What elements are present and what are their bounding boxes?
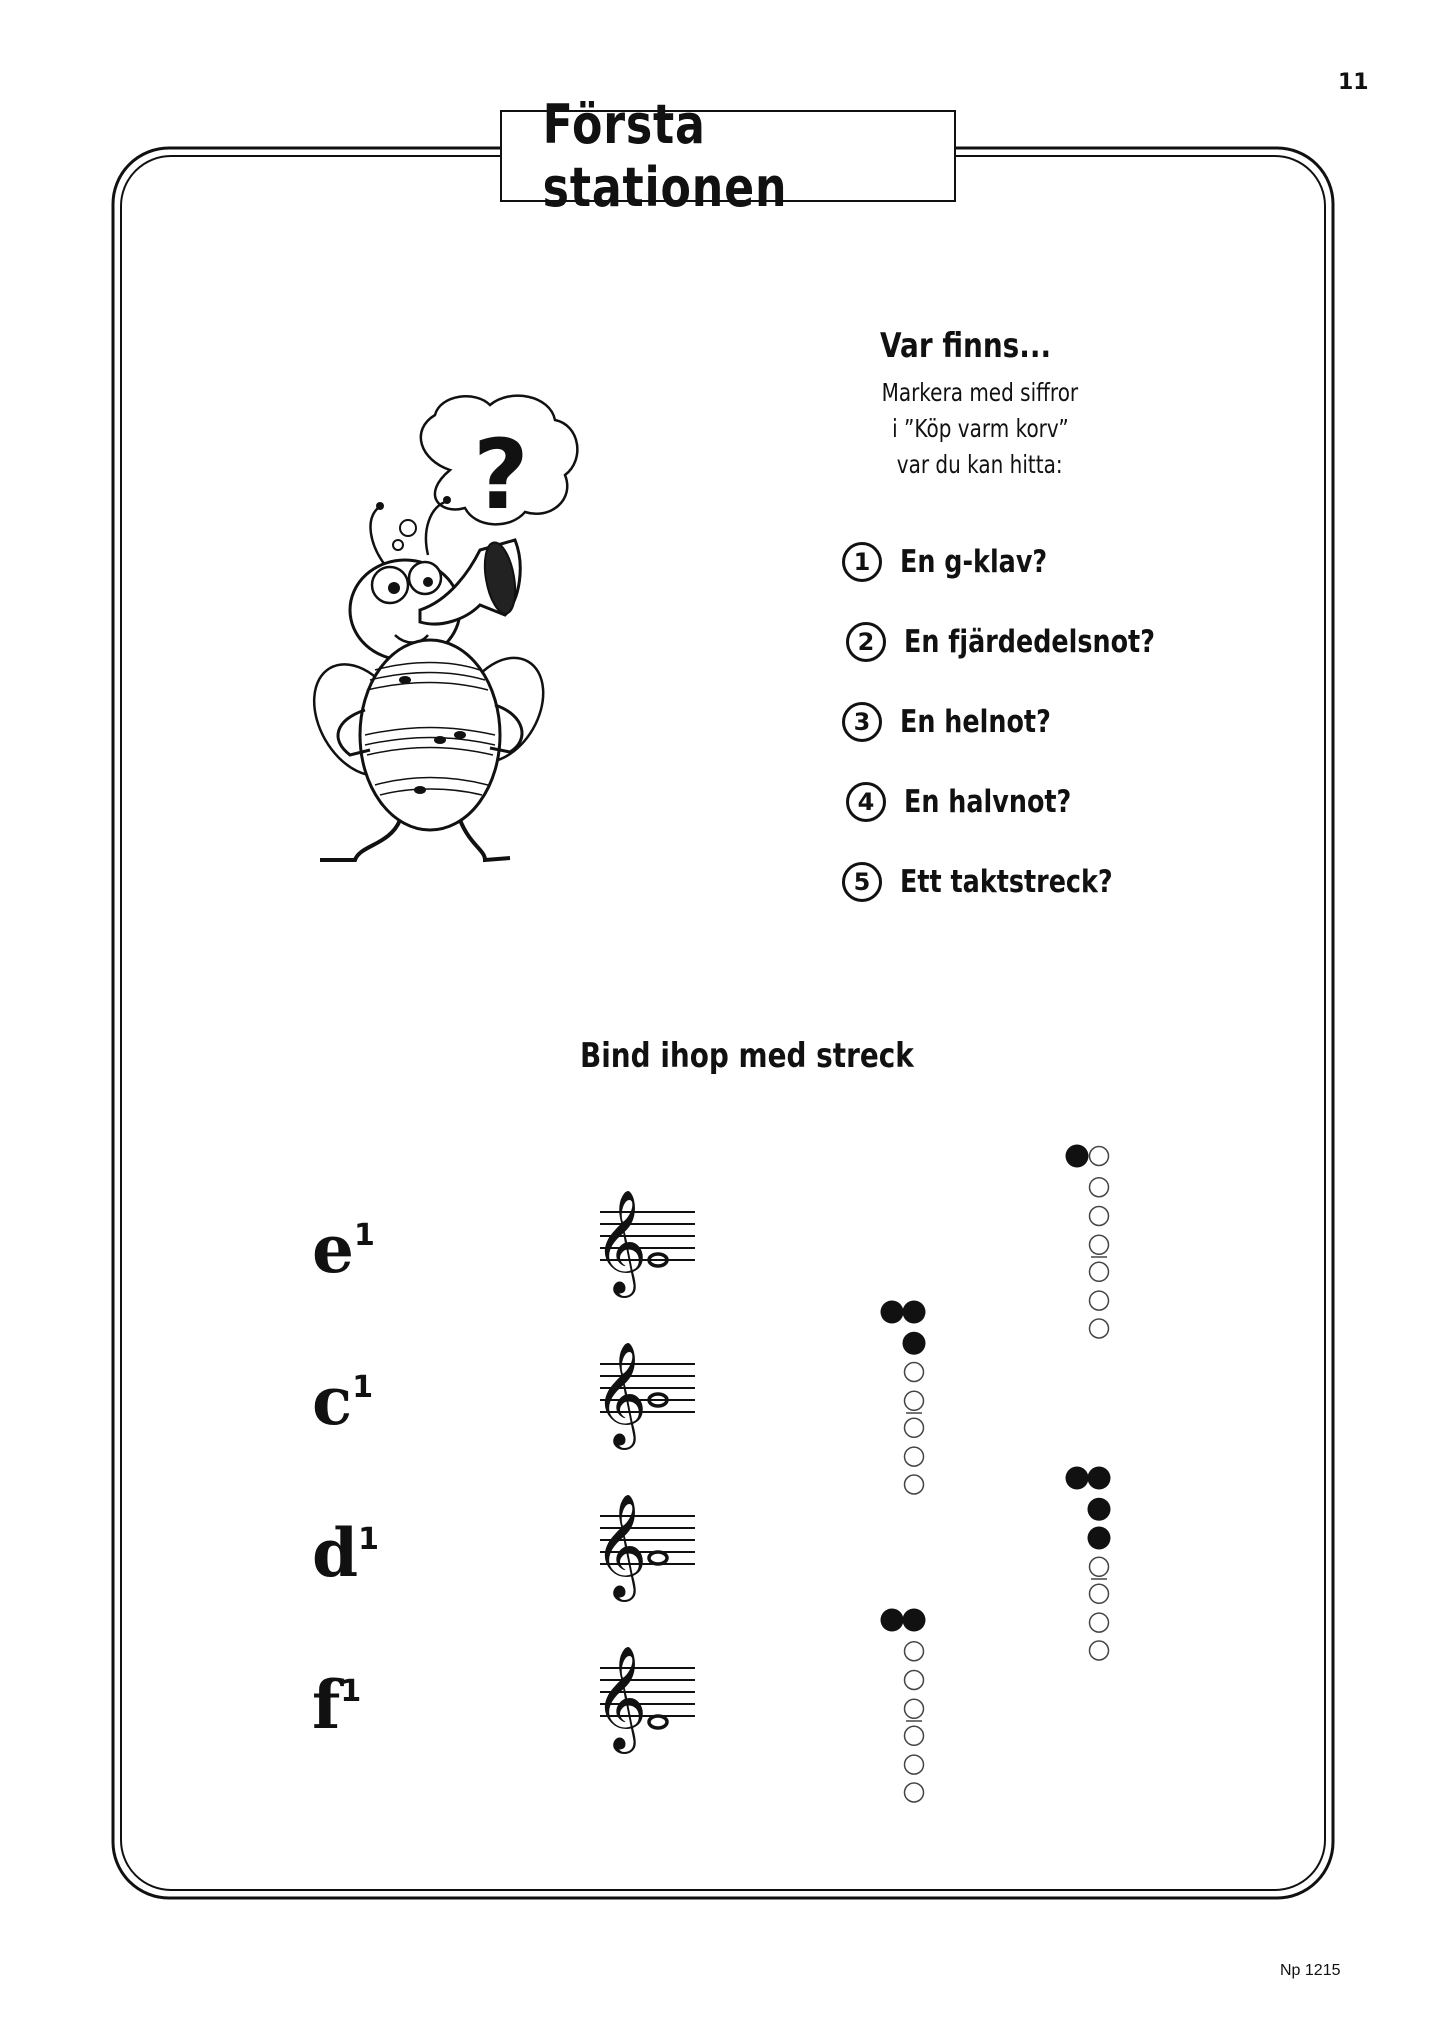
staff-f1	[590, 1636, 700, 1756]
note-name-c1: $c^1$	[312, 1362, 374, 1440]
question-mark-icon: ?	[473, 419, 529, 531]
finger-hole	[1090, 1207, 1109, 1226]
question-text: En g-klav?	[900, 544, 1048, 580]
staff-c1	[590, 1332, 700, 1452]
finger-hole	[903, 1332, 926, 1355]
finger-hole	[1090, 1613, 1109, 1632]
finger-hole	[905, 1447, 924, 1466]
whole-note	[649, 1716, 667, 1728]
thumb-hole	[881, 1301, 904, 1324]
number-circle: 3	[842, 702, 882, 742]
fingering-chart-1	[1065, 1140, 1125, 1350]
finger-hole	[905, 1755, 924, 1774]
question-item	[846, 780, 1108, 824]
finger-hole	[1090, 1641, 1109, 1660]
note-name-e1: $e^1$	[312, 1210, 375, 1288]
thumb-hole	[1066, 1467, 1089, 1490]
thumb-hole	[903, 1301, 926, 1324]
finger-hole	[905, 1363, 924, 1382]
instruction-line: Markera med siffror	[881, 378, 1079, 407]
question-text: Ett taktstreck?	[900, 864, 1113, 900]
number-circle: 4	[846, 782, 886, 822]
finger-hole	[1088, 1527, 1111, 1550]
page-number: 11	[1338, 70, 1369, 95]
number-circle: 1	[842, 542, 882, 582]
question-text: En helnot?	[900, 704, 1051, 740]
finger-hole	[1090, 1557, 1109, 1576]
whole-note	[649, 1552, 667, 1564]
finger-hole	[1090, 1178, 1109, 1197]
instruction-line: i ”Köp varm korv”	[891, 414, 1069, 443]
finger-hole	[1090, 1584, 1109, 1603]
finger-hole	[905, 1642, 924, 1661]
finger-hole	[1088, 1498, 1111, 1521]
question-text: En halvnot?	[904, 784, 1072, 820]
title-box	[500, 93, 956, 219]
finger-hole	[905, 1475, 924, 1494]
question-item	[846, 620, 1210, 664]
treble-clef-icon: 𝄞	[594, 1645, 648, 1750]
thumb-hole	[1066, 1145, 1089, 1168]
finger-hole	[905, 1783, 924, 1802]
question-item	[842, 700, 1084, 744]
question-text: En fjärdedelsnot?	[904, 624, 1155, 660]
treble-clef-icon: 𝄞	[594, 1341, 648, 1446]
bind-ihop-heading: Bind ihop med streck	[580, 1036, 914, 1076]
fingering-chart-3	[1065, 1462, 1125, 1672]
thumb-hole	[1090, 1147, 1109, 1166]
note-name-f1: $f^1$	[312, 1666, 362, 1744]
thumb-hole	[903, 1609, 926, 1632]
question-item	[842, 860, 1159, 904]
finger-hole	[905, 1699, 924, 1718]
fingering-chart-4	[880, 1604, 940, 1814]
staff-e1	[590, 1180, 700, 1300]
finger-hole	[905, 1418, 924, 1437]
finger-hole	[905, 1391, 924, 1410]
note-name-d1: $d^1$	[312, 1514, 380, 1592]
finger-hole	[1090, 1262, 1109, 1281]
thumb-hole	[1088, 1467, 1111, 1490]
question-item	[842, 540, 1079, 584]
number-circle: 2	[846, 622, 886, 662]
finger-hole	[1090, 1291, 1109, 1310]
finger-hole	[905, 1726, 924, 1745]
treble-clef-icon: 𝄞	[594, 1189, 648, 1294]
finger-hole	[905, 1671, 924, 1690]
staff-d1	[590, 1484, 700, 1604]
page-title: Första stationen	[542, 93, 788, 219]
finger-hole	[1090, 1319, 1109, 1338]
instruction-line: var du kan hitta:	[897, 450, 1063, 479]
fingering-chart-2	[880, 1296, 940, 1506]
publication-number: Np 1215	[1280, 1962, 1341, 1979]
treble-clef-icon: 𝄞	[594, 1493, 648, 1598]
finger-hole	[1090, 1235, 1109, 1254]
bee-illustration	[310, 390, 590, 870]
var-finns-heading: Var finns...	[880, 326, 1052, 366]
number-circle: 5	[842, 862, 882, 902]
thumb-hole	[881, 1609, 904, 1632]
